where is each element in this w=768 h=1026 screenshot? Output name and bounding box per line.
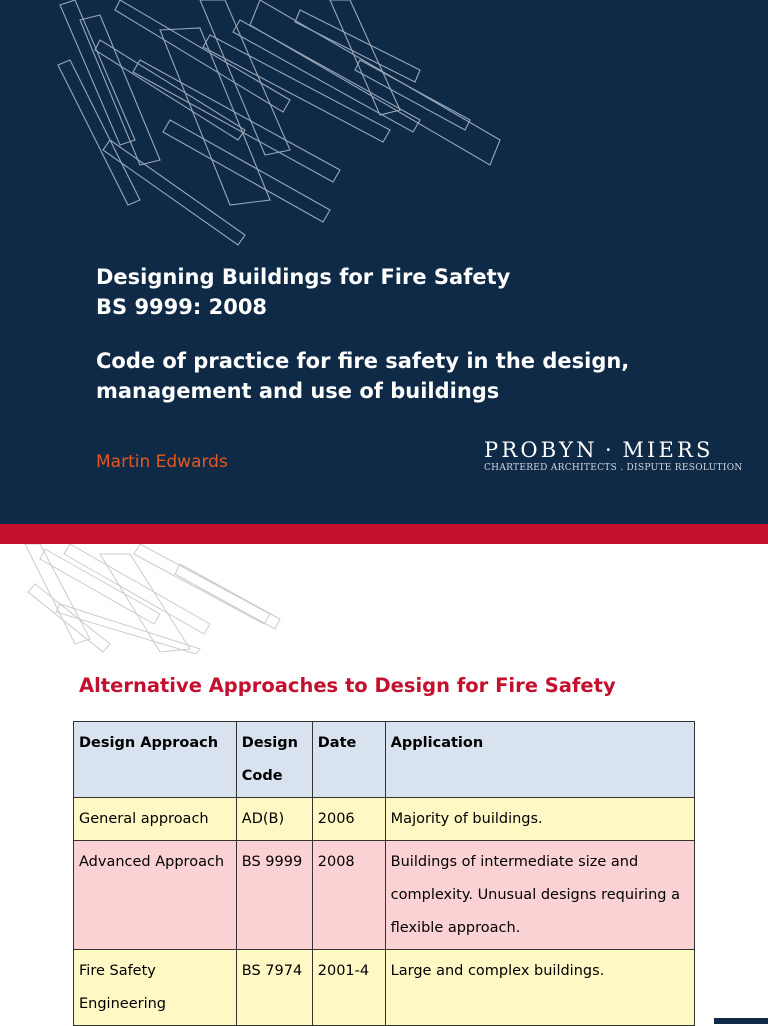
cell-code: AD(B) bbox=[236, 798, 312, 841]
cover-subtitle-line1: Code of practice for fire safety in the design, bbox=[96, 349, 630, 373]
table-header-row bbox=[74, 722, 695, 798]
approaches-heading: Alternative Approaches to Design for Fire Safety bbox=[79, 674, 616, 697]
table-row bbox=[74, 950, 695, 1026]
cell-application: Large and complex buildings. bbox=[385, 950, 694, 1026]
approaches-slide bbox=[0, 544, 768, 1024]
logo-tagline: CHARTERED ARCHITECTS . DISPUTE RESOLUTION bbox=[484, 463, 743, 473]
header-date: Date bbox=[312, 722, 385, 798]
corner-mark bbox=[714, 1018, 768, 1024]
cell-code: BS 9999 bbox=[236, 841, 312, 950]
probyn-miers-logo bbox=[484, 438, 743, 473]
cell-application: Buildings of intermediate size and complexity. Unusual designs requiring a flexible approach. bbox=[385, 841, 694, 950]
slide-divider-band bbox=[0, 524, 768, 544]
table-row bbox=[74, 798, 695, 841]
header-application: Application bbox=[385, 722, 694, 798]
cover-standard: BS 9999: 2008 bbox=[96, 295, 268, 319]
cell-code: BS 7974 bbox=[236, 950, 312, 1026]
cover-title-block bbox=[96, 262, 629, 406]
logo-name: PROBYN · MIERS bbox=[484, 438, 714, 462]
architectural-lines-decoration-faint bbox=[0, 544, 300, 654]
cover-title: Designing Buildings for Fire Safety bbox=[96, 265, 511, 289]
cell-application: Majority of buildings. bbox=[385, 798, 694, 841]
cell-date: 2008 bbox=[312, 841, 385, 950]
architectural-lines-decoration bbox=[0, 0, 560, 260]
cell-date: 2001-4 bbox=[312, 950, 385, 1026]
header-design-code: Design Code bbox=[236, 722, 312, 798]
table-row bbox=[74, 841, 695, 950]
cell-date: 2006 bbox=[312, 798, 385, 841]
cover-subtitle-line2: management and use of buildings bbox=[96, 379, 500, 403]
cell-approach: Fire Safety Engineering bbox=[74, 950, 237, 1026]
approaches-table bbox=[73, 721, 695, 1026]
author-name: Martin Edwards bbox=[96, 452, 228, 472]
cell-approach: General approach bbox=[74, 798, 237, 841]
header-design-approach: Design Approach bbox=[74, 722, 237, 798]
cell-approach: Advanced Approach bbox=[74, 841, 237, 950]
